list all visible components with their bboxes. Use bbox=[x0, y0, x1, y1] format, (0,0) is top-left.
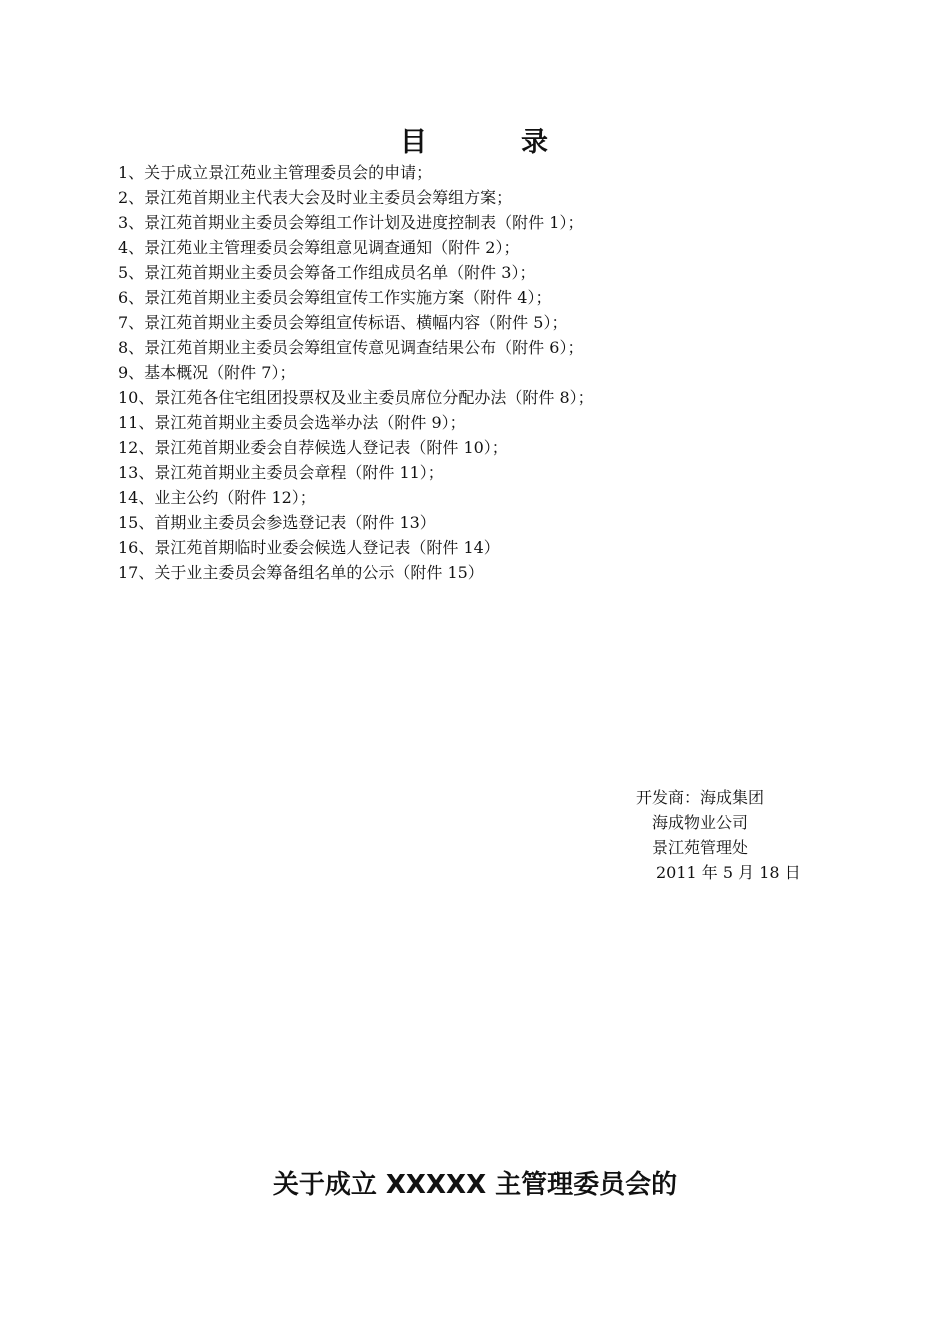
signature-management-office: 景江苑管理处 bbox=[652, 838, 749, 857]
toc-item: 9、基本概况（附件 7）； bbox=[118, 363, 296, 382]
toc-item: 16、景江苑首期临时业委会候选人登记表（附件 14） bbox=[118, 538, 500, 557]
toc-item: 1、关于成立景江苑业主管理委员会的申请； bbox=[118, 163, 433, 182]
toc-item: 7、景江苑首期业主委员会筹组宣传标语、横幅内容（附件 5）； bbox=[118, 313, 568, 332]
toc-item: 2、景江苑首期业主代表大会及时业主委员会筹组方案； bbox=[118, 188, 513, 207]
toc-title bbox=[0, 120, 950, 159]
toc-title-right: 录 bbox=[521, 127, 550, 158]
toc-item: 14、业主公约（附件 12）； bbox=[118, 488, 316, 507]
toc-title-left: 目 bbox=[400, 127, 429, 158]
toc-item: 4、景江苑业主管理委员会筹组意见调查通知（附件 2）； bbox=[118, 238, 520, 257]
signature-date: 2011 年 5 月 18 日 bbox=[656, 863, 801, 882]
toc-item: 8、景江苑首期业主委员会筹组宣传意见调查结果公布（附件 6）； bbox=[118, 338, 584, 357]
signature-block bbox=[636, 785, 801, 885]
toc-item: 6、景江苑首期业主委员会筹组宣传工作实施方案（附件 4）； bbox=[118, 288, 552, 307]
toc-item: 17、关于业主委员会筹备组名单的公示（附件 15） bbox=[118, 563, 484, 582]
next-section-title: 关于成立 XXXXX 主管理委员会的 bbox=[272, 1170, 678, 1200]
toc-item: 10、景江苑各住宅组团投票权及业主委员席位分配办法（附件 8）； bbox=[118, 388, 594, 407]
signature-developer: 开发商：海成集团 bbox=[636, 788, 765, 807]
toc-item: 11、景江苑首期业主委员会选举办法（附件 9）； bbox=[118, 413, 466, 432]
signature-property-company: 海成物业公司 bbox=[652, 813, 749, 832]
toc-item: 12、景江苑首期业委会自荐候选人登记表（附件 10）； bbox=[118, 438, 508, 457]
toc-list bbox=[118, 160, 594, 585]
toc-item: 5、景江苑首期业主委员会筹备工作组成员名单（附件 3）； bbox=[118, 263, 536, 282]
toc-item: 3、景江苑首期业主委员会筹组工作计划及进度控制表（附件 1）； bbox=[118, 213, 584, 232]
toc-item: 15、首期业主委员会参选登记表（附件 13） bbox=[118, 513, 436, 532]
toc-item: 13、景江苑首期业主委员会章程（附件 11）； bbox=[118, 463, 444, 482]
